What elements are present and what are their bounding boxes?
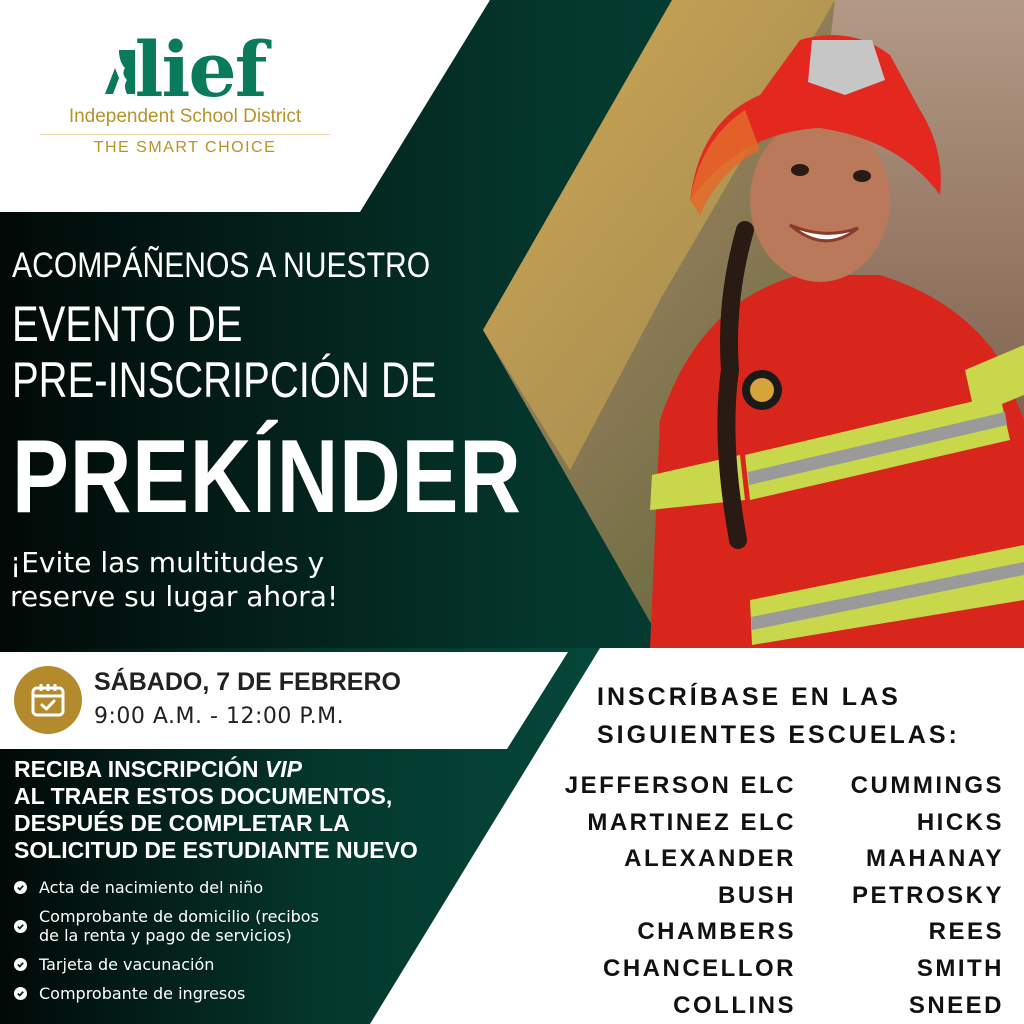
alief-isd-logo — [40, 25, 330, 157]
check-circle-icon — [14, 987, 27, 1000]
event-date: SÁBADO, 7 DE FEBRERO — [94, 668, 401, 696]
schools-list-left — [565, 768, 796, 1024]
calendar-check-icon — [14, 666, 82, 734]
school-item: CUMMINGS — [850, 772, 1004, 799]
schools-list-right — [851, 768, 1004, 1024]
school-item: HICKS — [916, 808, 1004, 836]
logo-tagline: THE SMART CHOICE — [93, 139, 277, 156]
headline-line-2: EVENTO DE — [12, 296, 243, 352]
vip-line-1: RECIBA INSCRIPCIÓN VIP — [14, 756, 302, 782]
school-item: CHANCELLOR — [603, 954, 796, 982]
vip-registration-text — [14, 756, 418, 864]
logo-district-text: Independent School District — [68, 106, 302, 127]
school-item: COLLINS — [673, 991, 796, 1019]
list-item: Acta de nacimiento del niño — [14, 878, 319, 897]
school-item: MAHANAY — [866, 845, 1004, 873]
vip-line-4: SOLICITUD DE ESTUDIANTE NUEVO — [14, 837, 418, 863]
list-item: Comprobante de domicilio (recibos de la renta y pago de servicios) — [14, 907, 319, 945]
subtext-line-1: ¡Evite las multitudes y — [10, 546, 325, 579]
logo-a-profile-icon — [105, 28, 135, 72]
event-time: 9:00 A.M. - 12:00 P.M. — [94, 704, 345, 729]
school-item: REES — [928, 918, 1004, 946]
check-circle-icon — [14, 920, 27, 933]
school-item: SNEED — [908, 991, 1004, 1019]
school-item: ALEXANDER — [624, 845, 796, 873]
school-item: PETROSKY — [851, 881, 1004, 909]
vip-line-2: AL TRAER ESTOS DOCUMENTOS, — [14, 783, 393, 809]
required-documents-list — [14, 878, 319, 1013]
school-item: SMITH — [916, 954, 1004, 982]
headline-event — [12, 296, 437, 408]
school-item: BUSH — [717, 881, 796, 909]
vip-line-3: DESPUÉS DE COMPLETAR LA — [14, 810, 350, 836]
logo-wordmark: lief — [40, 30, 330, 110]
check-circle-icon — [14, 958, 27, 971]
headline-line-3: PRE-INSCRIPCIÓN DE — [12, 352, 437, 408]
headline-prekinder: PREKÍNDER — [12, 419, 522, 535]
schools-heading: INSCRÍBASE EN LAS SIGUIENTES ESCUELAS: — [597, 683, 960, 749]
check-circle-icon — [14, 881, 27, 894]
school-item: MARTINEZ ELC — [587, 808, 796, 836]
headline-subtext — [10, 546, 338, 614]
subtext-line-2: reserve su lugar ahora! — [10, 580, 339, 613]
logo-divider — [40, 134, 330, 135]
list-item: Tarjeta de vacunación — [14, 955, 319, 974]
list-item: Comprobante de ingresos — [14, 984, 319, 1003]
headline-intro: ACOMPÁÑENOS A NUESTRO — [12, 246, 431, 285]
school-item: JEFFERSON ELC — [564, 772, 796, 799]
school-item: CHAMBERS — [637, 918, 796, 946]
